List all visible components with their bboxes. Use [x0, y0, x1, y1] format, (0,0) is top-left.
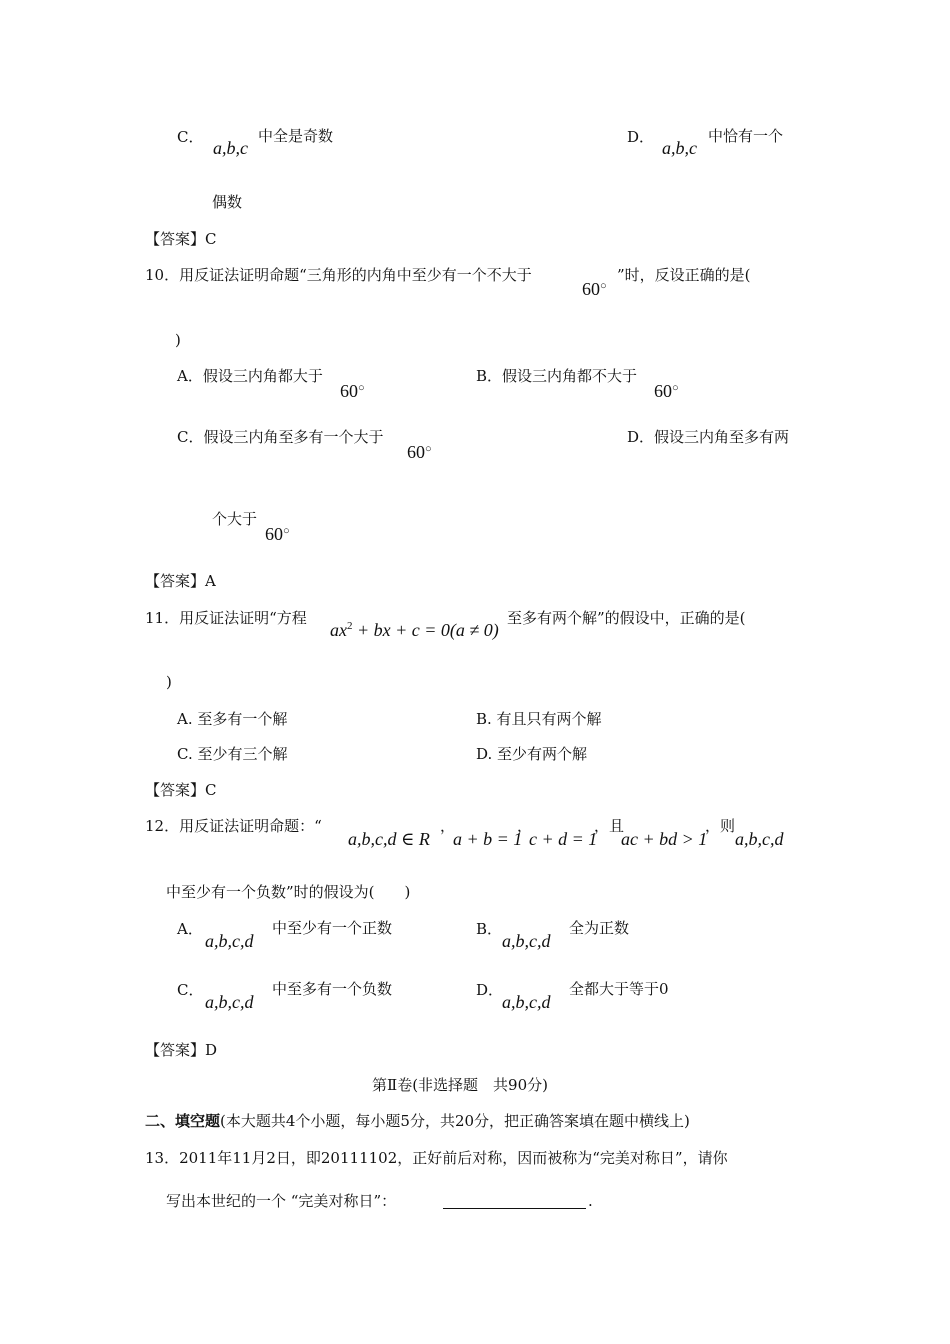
- q12-option-c-label: C．: [177, 981, 204, 999]
- q12-option-a-label: A．: [177, 920, 203, 938]
- q11-option-a: A. 至多有一个解: [177, 710, 288, 728]
- q12-option-b-label: B．: [476, 920, 503, 938]
- q9-option-c-label: C．: [177, 128, 204, 146]
- q10-stem-close: ): [175, 331, 181, 349]
- q12-option-c-text: 中至多有一个负数: [272, 980, 393, 998]
- q13-end: .: [588, 1192, 593, 1210]
- q11-stem-end: 至多有两个解”的假设中，正确的是(: [507, 609, 746, 627]
- q12-option-a-math: a,b,c,d: [205, 931, 254, 951]
- q12-condition-3: c + d = 1: [529, 829, 598, 849]
- q12-condition-1: a,b,c,d ∈ R: [348, 829, 430, 849]
- q12-answer: 【答案】D: [145, 1041, 218, 1059]
- q9-option-d-math: a,b,c: [662, 138, 697, 158]
- q10-answer: 【答案】A: [145, 572, 216, 590]
- q9-option-d-label: D．: [627, 128, 655, 146]
- section-heading: [145, 1114, 690, 1129]
- q9-option-d-text: 中恰有一个: [708, 127, 784, 145]
- q12-stem: 12．用反证法证明命题：“: [145, 817, 322, 835]
- q12-condition-5: a,b,c,d: [735, 829, 784, 849]
- q12-option-d-label: D．: [476, 981, 504, 999]
- q12-sep-3: ，且: [594, 817, 625, 835]
- q11-stem: 11．用反证法证明“方程: [145, 609, 307, 627]
- section-title: 第Ⅱ卷(非选择题 共90分): [372, 1076, 548, 1094]
- q11-answer: 【答案】C: [145, 781, 217, 799]
- section-heading-rest: (本大题共4个小题，每小题5分，共20分，把正确答案填在题中横线上): [220, 1112, 690, 1130]
- q11-option-d: D. 至少有两个解: [476, 745, 588, 763]
- q9-option-c-text: 中全是奇数: [258, 127, 334, 145]
- q10-option-a-angle: 60○: [340, 381, 365, 401]
- q13-stem: 13．2011年11月2日，即20111102，正好前后对称，因而被称为“完美对称日”，请你: [145, 1149, 728, 1167]
- q10-stem: 10．用反证法证明命题“三角形的内角中至少有一个不大于: [145, 266, 532, 284]
- q12-option-c-math: a,b,c,d: [205, 992, 254, 1012]
- q10-option-d-angle: 60○: [265, 524, 290, 544]
- q11-option-c: C. 至少有三个解: [177, 745, 288, 763]
- q9-option-d-continuation: 偶数: [212, 193, 243, 211]
- q12-option-a-text: 中至少有一个正数: [272, 919, 393, 937]
- q12-stem-continuation: 中至少有一个负数”时的假设为( ): [166, 883, 411, 901]
- q13-continuation: 写出本世纪的一个 “完美对称日”：: [166, 1192, 397, 1210]
- q12-option-d-math: a,b,c,d: [502, 992, 551, 1012]
- q10-stem-angle: 60○: [582, 279, 607, 299]
- q9-answer: 【答案】C: [145, 230, 217, 248]
- q12-option-d-text: 全都大于等于0: [569, 980, 669, 998]
- q9-option-c-math: a,b,c: [213, 138, 248, 158]
- q10-stem-end: ”时，反设正确的是(: [617, 266, 751, 284]
- q12-sep-2: ，: [517, 817, 533, 835]
- section-heading-bold: 二、填空题: [145, 1112, 221, 1130]
- q10-option-d-continuation: 个大于: [212, 510, 258, 528]
- q12-option-b-math: a,b,c,d: [502, 931, 551, 951]
- q10-option-d: D．假设三内角至多有两: [627, 428, 790, 446]
- q10-option-c: C．假设三内角至多有一个大于: [177, 428, 384, 446]
- q12-sep-1: ，: [440, 817, 456, 835]
- q12-condition-2: a + b = 1: [453, 829, 523, 849]
- q11-stem-close: ): [166, 673, 172, 691]
- q13-answer-blank[interactable]: [443, 1208, 586, 1209]
- q10-option-b-angle: 60○: [654, 381, 679, 401]
- q12-sep-4: ，则: [705, 817, 736, 835]
- q11-equation: $ax^2$ + bx + c = 0(a ≠ 0): [330, 620, 499, 640]
- q12-condition-4: ac + bd > 1: [621, 829, 708, 849]
- q12-option-b-text: 全为正数: [569, 919, 630, 937]
- q11-option-b: B. 有且只有两个解: [476, 710, 602, 728]
- q10-option-b: B．假设三内角都不大于: [476, 367, 638, 385]
- q10-option-a: A．假设三内角都大于: [177, 367, 323, 385]
- q10-option-c-angle: 60○: [407, 442, 432, 462]
